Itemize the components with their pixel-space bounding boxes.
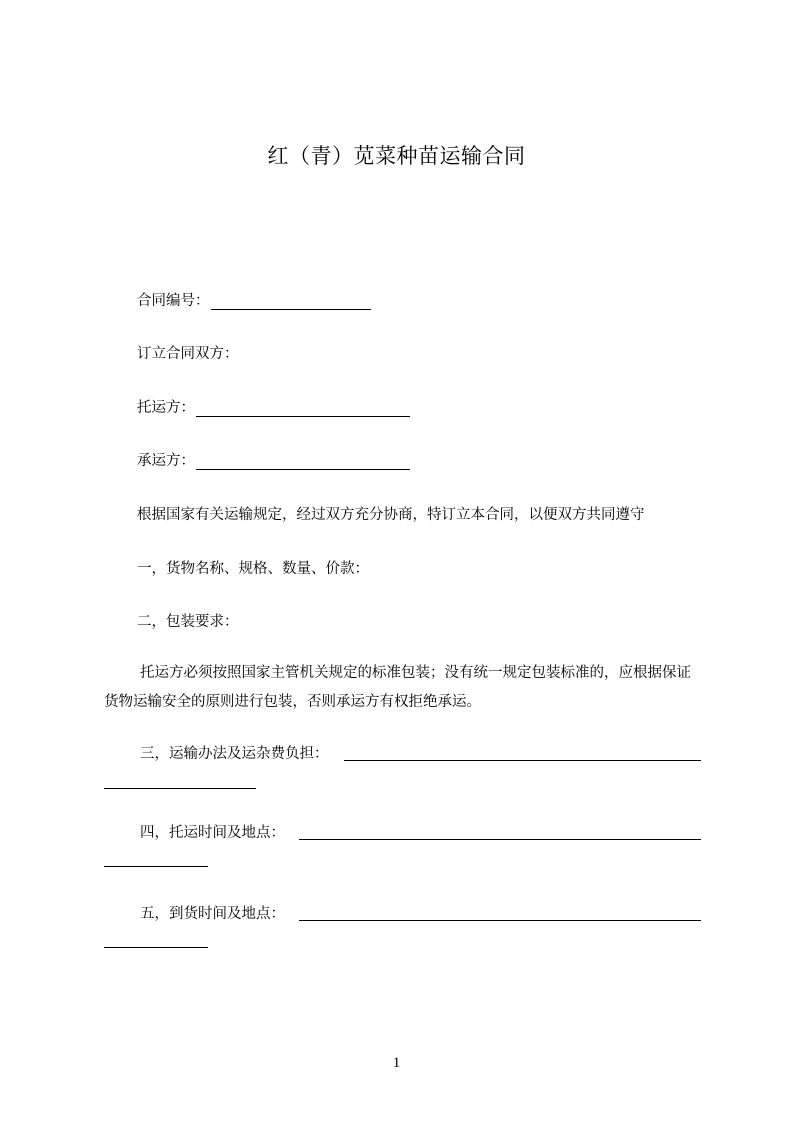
intro-text: 根据国家有关运输规定，经过双方充分协商，特订立本合同，以便双方共同遵守 (137, 507, 645, 523)
carrier-blank[interactable] (196, 455, 410, 470)
section-5-blank-line-2[interactable] (104, 947, 208, 948)
parties-label: 订立合同双方： (137, 346, 239, 362)
carrier-label: 承运方： (137, 453, 195, 469)
section-2-heading: 二，包装要求： (137, 614, 239, 630)
shipper-label: 托运方： (137, 400, 195, 416)
shipper-row (137, 399, 410, 417)
contract-number-blank[interactable] (211, 295, 371, 310)
section-4-blank-line-1[interactable] (299, 839, 701, 840)
section-5-heading: 五，到货时间及地点： (140, 906, 285, 922)
carrier-row (137, 452, 410, 470)
section-4-blank-line-2[interactable] (104, 866, 208, 867)
section-1-heading: 一，货物名称、规格、数量、价款： (137, 561, 369, 577)
section-2-body: 托运方必须按照国家主管机关规定的标准包装；没有统一规定包装标准的，应根据保证货物运输安全的原则进行包装，否则承运方有权拒绝承运。 (104, 665, 691, 710)
contract-number-label: 合同编号： (137, 293, 210, 309)
section-3-blank-line-1[interactable] (344, 760, 701, 761)
section-4-heading: 四，托运时间及地点： (140, 825, 285, 841)
section-3-blank-line-2[interactable] (104, 788, 256, 789)
document-title: 红（青）苋菜种苗运输合同 (267, 144, 526, 168)
section-3-heading: 三，运输办法及运杂费负担： (140, 746, 329, 762)
contract-number-row (137, 292, 371, 310)
page-number: 1 (392, 1055, 401, 1071)
section-5-blank-line-1[interactable] (299, 920, 701, 921)
shipper-blank[interactable] (196, 402, 410, 417)
